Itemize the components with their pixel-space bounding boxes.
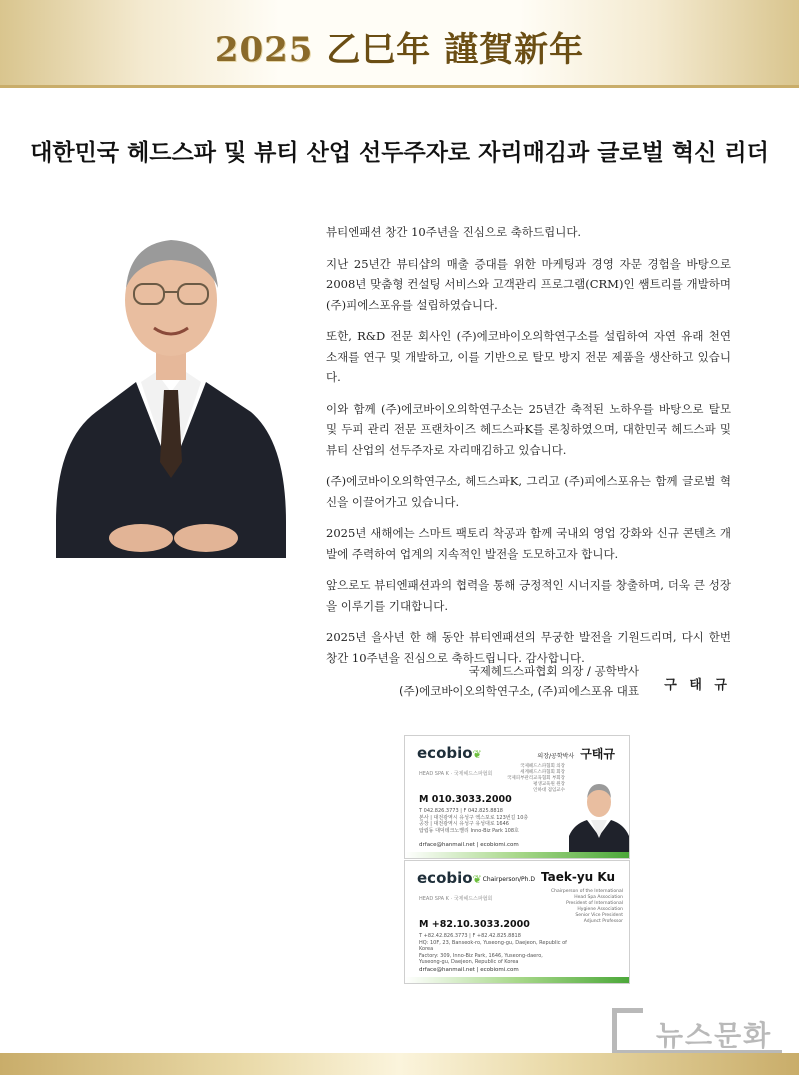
- card-email: drface@hanmail.net | ecobiomi.com: [419, 842, 519, 848]
- article-headline: 대한민국 헤드스파 및 뷰티 산업 선두주자로 자리매김과 글로벌 혁신 리더: [30, 140, 769, 166]
- card-name-text: Taek-yu Ku: [540, 870, 615, 884]
- letter-paragraph: 이와 함께 (주)에코바이오의학연구소는 25년간 축적된 노하우를 바탕으로 탈모 및 두피 관리 전문 프랜차이즈 헤드스파K를 론칭하였으며, 대한민국 헤드스파 및 뷰티 산업의 선두주자로 자리매김하고 있습니다.: [326, 401, 731, 457]
- letter-paragraph: 2025년 새해에는 스마트 팩토리 착공과 함께 국내외 영업 강화와 신규 콘텐츠 개발에 주력하여 업계의 지속적인 발전을 도모하고자 합니다.: [326, 526, 731, 561]
- banner-divider: [0, 85, 799, 88]
- signature-affiliation: (주)에코바이오의학연구소, (주)피에스포유 대표: [399, 684, 639, 698]
- news-watermark: [612, 1006, 790, 1056]
- card-name: [483, 870, 615, 884]
- bottom-banner: [0, 1053, 799, 1075]
- letter-paragraph: 앞으로도 뷰티엔패션과의 협력을 통해 긍정적인 시너지를 창출하며, 더욱 큰 성장을 이루기를 기대합니다.: [326, 578, 731, 613]
- portrait-photo: [56, 222, 286, 558]
- card-mobile: M 010.3033.2000: [419, 794, 512, 805]
- card-contact: [419, 933, 569, 966]
- business-card-korean: [404, 735, 630, 859]
- card-mobile: M +82.10.3033.2000: [419, 919, 530, 930]
- congratulatory-letter: [326, 222, 731, 679]
- signature-title: 국제헤드스파협회 의장 / 공학박사: [468, 664, 639, 678]
- card-info: Chairperson of the International Head Spa Association President of International Hygiene Association Senior Vice President Adjunct Professor: [550, 889, 623, 924]
- card-address: HQ: 10F, 23, Banseok-ro, Yuseong-gu, Daejeon, Republic of Korea Factory: 309, Inno-Biz Park, 1646, Yuseong-daero, Yuseong-gu, Daejeon, Republic of Korea: [419, 939, 567, 965]
- ecobio-logo: [417, 744, 482, 762]
- logo-text: ecobio: [417, 744, 473, 762]
- greeting-text: 乙巳年 謹賀新年: [326, 30, 585, 70]
- card-subtitle: HEAD SPA K · 국제헤드스파협회: [419, 771, 493, 777]
- card-email: drface@hanmail.net | ecobiomi.com: [419, 967, 519, 973]
- leaf-icon: ❦: [472, 748, 482, 761]
- card-info: 국제헤드스파협회 의장 세계헤드스파협회 회장 국제피부관리교육협회 부회장 평생교육원 원장 인하대 겸임교수: [507, 764, 565, 793]
- card-tel: T 042.826.3773 | F 042.825.8818: [419, 808, 503, 814]
- leaf-icon: ❦: [472, 873, 482, 886]
- card-address: 본사 | 대전광역시 유성구 엑스포로 123번길 10층 공장 | 대전광역시 유성구 유성대로 1646 탑립동 대덕테크노밸리 Inno-Biz Park 108호: [419, 814, 529, 834]
- watermark-bracket: [612, 1008, 643, 1053]
- card-title: 의장/공학박사: [537, 753, 575, 760]
- card-portrait: [569, 776, 629, 856]
- letter-paragraph: 지난 25년간 뷰티샵의 매출 증대를 위한 마케팅과 경영 자문 경험을 바탕으로 2008년 맞춤형 컨설팅 서비스와 고객관리 프로그램(CRM)인 쌤트리를 개발하며 (주)피에스포유를 설립하였습니다.: [326, 256, 731, 312]
- card-title: Chairperson/Ph.D: [482, 876, 535, 883]
- business-card-english: [404, 860, 630, 984]
- letter-paragraph: 또한, R&D 전문 회사인 (주)에코바이오의학연구소를 설립하여 자연 유래 천연 소재를 연구 및 개발하고, 이를 기반으로 탈모 방지 전문 제품을 생산하고 있습니다.: [326, 329, 731, 384]
- logo-text: ecobio: [417, 869, 473, 887]
- new-year-greeting: [0, 22, 799, 71]
- letter-paragraph: (주)에코바이오의학연구소, 헤드스파K, 그리고 (주)피에스포유는 함께 글로벌 혁신을 이끌어가고 있습니다.: [326, 474, 731, 509]
- year-text: 2025: [214, 30, 314, 70]
- card-name-text: 구태규: [580, 747, 615, 761]
- watermark-text: 뉴스문화: [656, 1019, 773, 1052]
- card-name: [537, 745, 615, 762]
- portrait-illustration: [56, 222, 286, 558]
- card-contact: [419, 808, 569, 834]
- card-tel: T +82.42.826.3773 | F +82.42.825.8818: [419, 933, 521, 939]
- card-accent-stripe: [405, 852, 629, 858]
- letter-paragraph: 2025년 을사년 한 해 동안 뷰티엔패션의 무궁한 발전을 기원드리며, 다시 한번 창간 10주년을 진심으로 축하드립니다. 감사합니다.: [326, 630, 731, 665]
- card-accent-stripe: [405, 977, 629, 983]
- signature-name: 구 태 규: [664, 678, 731, 693]
- top-banner: [0, 0, 799, 88]
- letter-paragraph: 뷰티엔패션 창간 10주년을 진심으로 축하드립니다.: [326, 225, 582, 239]
- card-subtitle: HEAD SPA K · 국제헤드스파협회: [419, 896, 493, 902]
- ecobio-logo: [417, 869, 482, 887]
